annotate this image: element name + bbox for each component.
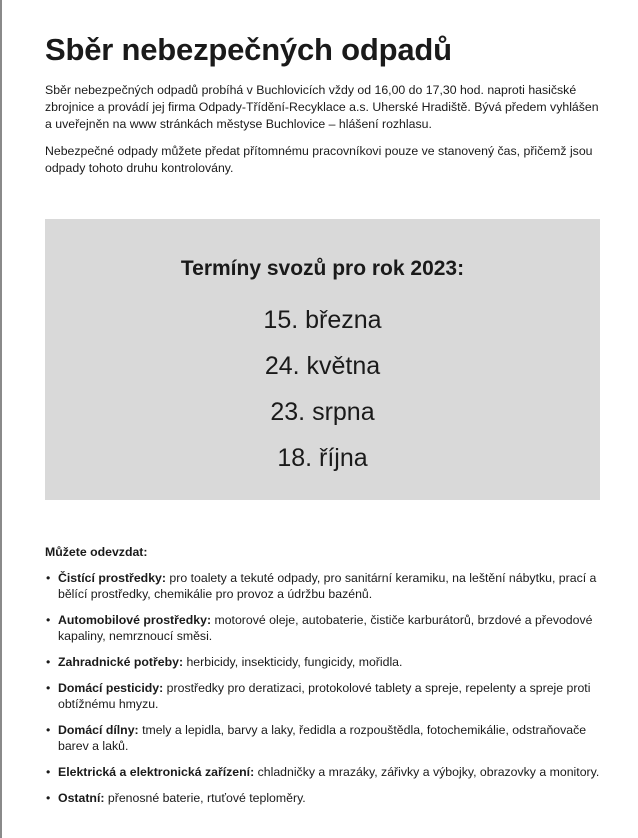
schedule-date: 15. března [263, 306, 382, 334]
bullet-icon: • [46, 723, 51, 737]
item-text: prostředky pro deratizaci, protokolové tablety a spreje, repelenty a spreje proti obtížnému hmyzu. [58, 681, 591, 711]
list-item [45, 654, 605, 670]
bullet-icon: • [46, 655, 51, 669]
item-text: chladničky a mrazáky, zářivky a výbojky, obrazovky a monitory. [257, 765, 600, 779]
accepted-heading: Můžete odevzdat: [45, 545, 148, 559]
intro-paragraph: Nebezpečné odpady můžete předat přítomnému pracovníkovi pouze ve stanovený čas, přičemž jsou odpady tohoto druhu kontrolovány. [45, 144, 593, 175]
page-title: Sběr nebezpečných odpadů [45, 32, 452, 67]
list-item [45, 570, 605, 602]
schedule-date: 23. srpna [270, 398, 375, 426]
intro-paragraph: Sběr nebezpečných odpadů probíhá v Buchlovicích vždy od 16,00 do 17,30 hod. naproti hasičské zbrojnice a provádí jej firma Odpady-Třídění-Recyklace a.s. Uherské Hradiště. Bývá předem vyhlášen a uveřejněn na www stránkách městyse Buchlovice – hlášení rozhlasu. [45, 83, 599, 131]
item-label: Domácí dílny: [58, 723, 139, 737]
item-label: Ostatní: [58, 791, 105, 805]
item-label: Elektrická a elektronická zařízení: [58, 765, 255, 779]
schedule-date: 18. října [277, 444, 368, 472]
list-item [45, 790, 605, 806]
list-item [45, 612, 605, 644]
list-item [45, 764, 605, 780]
item-text: pro toalety a tekuté odpady, pro sanitární keramiku, na leštění nábytku, prací a bělící prostředky, chemikálie pro provoz a údržbu bazénů. [58, 571, 597, 601]
item-label: Zahradnické potřeby: [58, 655, 184, 669]
item-label: Domácí pesticidy: [58, 681, 164, 695]
item-label: Automobilové prostředky: [58, 613, 212, 627]
item-label: Čistící prostředky: [58, 571, 166, 585]
item-text: herbicidy, insekticidy, fungicidy, mořidla. [186, 655, 403, 669]
accepted-list [45, 570, 605, 806]
item-text: motorové oleje, autobaterie, čističe karburátorů, brzdové a převodové kapaliny, nemrznoucí směsi. [58, 613, 593, 643]
item-text: tmely a lepidla, barvy a laky, ředidla a rozpouštědla, fotochemikálie, odstraňovače barev a laků. [58, 723, 587, 753]
page-edge-line [0, 0, 2, 838]
accepted-waste-section [45, 544, 605, 816]
item-text: přenosné baterie, rtuťové teploměry. [107, 791, 306, 805]
schedule-dates [45, 297, 600, 481]
schedule-heading: Termíny svozů pro rok 2023: [180, 257, 465, 280]
list-item [45, 722, 605, 754]
bullet-icon: • [46, 571, 51, 585]
schedule-date: 24. května [264, 352, 381, 380]
bullet-icon: • [46, 613, 51, 627]
collection-schedule-box [45, 219, 600, 500]
list-item [45, 680, 605, 712]
bullet-icon: • [46, 681, 51, 695]
bullet-icon: • [46, 765, 51, 779]
document-header [45, 30, 600, 177]
bullet-icon: • [46, 791, 51, 805]
